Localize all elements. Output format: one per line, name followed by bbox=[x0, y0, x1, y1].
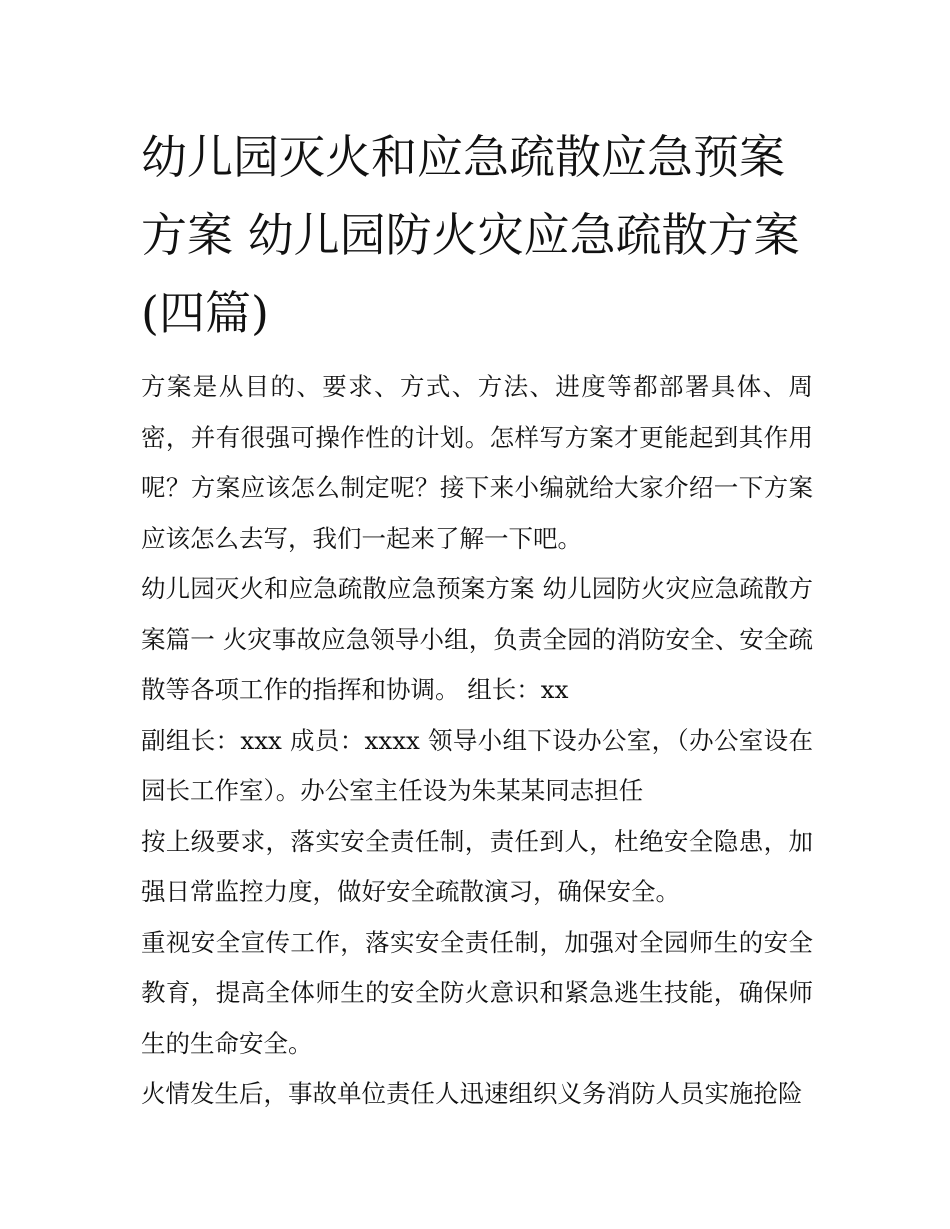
paragraph-fire-response: 火情发生后，事故单位责任人迅速组织义务消防人员实施抢险 bbox=[141, 1079, 803, 1108]
paragraph-deputy-leader: 副组长：xxx 成员：xxxx 领导小组下设办公室，（办公室设在园长工作室）。办公室主任设为朱某某同志担任 bbox=[141, 725, 813, 805]
paragraph-section-one: 幼儿园灭火和应急疏散应急预案方案 幼儿园防火灾应急疏散方案篇一 火灾事故应急领导小组，负责全园的消防安全、安全疏散等各项工作的指挥和协调。 组长：xx bbox=[141, 574, 813, 704]
document-title: 幼儿园灭火和应急疏散应急预案方案 幼儿园防火灾应急疏散方案(四篇) bbox=[141, 130, 800, 340]
paragraph-responsibility: 按上级要求，落实安全责任制，责任到人，杜绝安全隐患，加强日常监控力度，做好安全疏散演习，确保安全。 bbox=[141, 826, 813, 906]
paragraph-intro: 方案是从目的、要求、方式、方法、进度等都部署具体、周密，并有很强可操作性的计划。怎样写方案才更能起到其作用呢？方案应该怎么制定呢？接下来小编就给大家介绍一下方案应该怎么去写，我们一起来了解一下吧。 bbox=[141, 372, 813, 553]
paragraph-safety-education: 重视安全宣传工作，落实安全责任制，加强对全园师生的安全教育，提高全体师生的安全防火意识和紧急逃生技能，确保师生的生命安全。 bbox=[141, 927, 813, 1058]
document-body bbox=[141, 118, 813, 1120]
